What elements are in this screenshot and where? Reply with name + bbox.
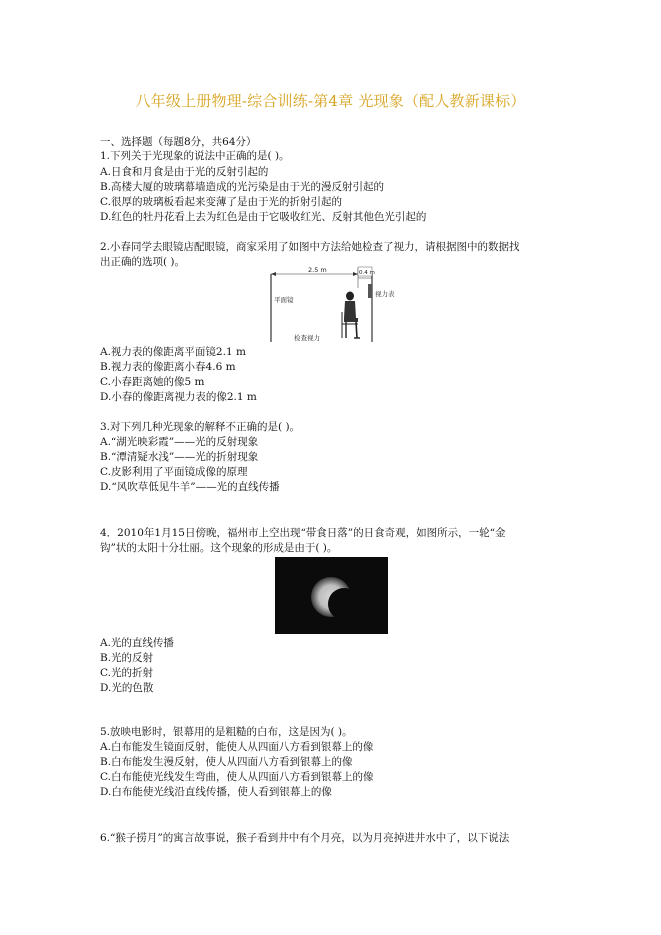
question-stem: 1.下列关于光现象的说法中正确的是( )。 [100,150,290,162]
option-d: D.“风吹草低见牛羊”——光的直线传播 [100,481,280,493]
option-d: D.红色的牡丹花看上去为红色是由于它吸收红光、反射其他色光引起的 [100,211,427,223]
question-stem-cont: 出正确的选项( )。 [100,256,186,268]
option-d: D.白布能使光线沿直线传播，使人看到银幕上的像 [100,786,332,798]
option-c: C.光的折射 [100,667,153,679]
question-stem-cont: 钩”状的太阳十分壮丽。这个现象的形成是由于( )。 [100,542,338,554]
question-stem: 5.放映电影时，银幕用的是粗糙的白布，这是因为( )。 [100,726,353,738]
option-b: B.白布能发生漫反射，使人从四面八方看到银幕上的像 [100,756,353,768]
option-b: B.视力表的像距离小春4.6 m [100,361,236,373]
question-stem: 2.小春同学去眼镜店配眼镜，商家采用了如图中方法给她检查了视力，请根据图中的数据找 [100,241,520,253]
eye-test-diagram [268,266,395,344]
option-c: C.很厚的玻璃板看起来变薄了是由于光的折射引起的 [100,196,342,208]
distance-total-label: 2.5 m [308,266,327,274]
eye-chart [368,284,372,298]
option-d: D.小春的像距离视力表的像2.1 m [100,391,257,403]
question-stem: 6.“猴子捞月”的寓言故事说，猴子看到井中有个月亮，以为月亮掉进井水中了，以下说法 [100,832,510,844]
distance-short-label: 0.4 m [359,270,375,276]
section-heading: 一、选择题（每题8分，共64分） [100,136,257,148]
eclipse-photo [275,557,388,634]
person-figure [342,292,360,339]
option-c: C.小春距离她的像5 m [100,376,205,388]
question-stem: 3.对下列几种光现象的解释不正确的是( )。 [100,421,301,433]
mirror-label: 平面镜 [274,296,294,304]
question-stem: 4．2010年1月15日傍晚，福州市上空出现“带食日落”的日食奇观，如图所示，一轮“金 [100,527,506,539]
option-b: B.光的反射 [100,652,154,664]
option-d: D.光的色散 [100,682,154,694]
option-a: A.日食和月食是由于光的反射引起的 [100,166,269,178]
option-c: C.皮影利用了平面镜成像的原理 [100,466,248,478]
option-c: C.白布能使光线发生弯曲，使人从四面八方看到银幕上的像 [100,771,374,783]
option-a: A.白布能发生镜面反射，能使人从四面八方看到银幕上的像 [100,741,374,753]
document-title: 八年级上册物理-综合训练-第4章 光现象（配人教新课标） [135,92,526,110]
chart-label: 视力表 [375,290,395,298]
moon-shadow [328,588,360,620]
option-a: A.光的直线传播 [100,637,174,649]
diagram-caption: 检查视力 [294,334,320,342]
option-a: A.“湖光映彩霞”——光的反射现象 [100,436,259,448]
option-a: A.视力表的像距离平面镜2.1 m [100,346,246,358]
option-b: B.高楼大厦的玻璃幕墙造成的光污染是由于光的漫反射引起的 [100,181,385,193]
option-b: B.“潭清疑水浅”——光的折射现象 [100,451,259,463]
